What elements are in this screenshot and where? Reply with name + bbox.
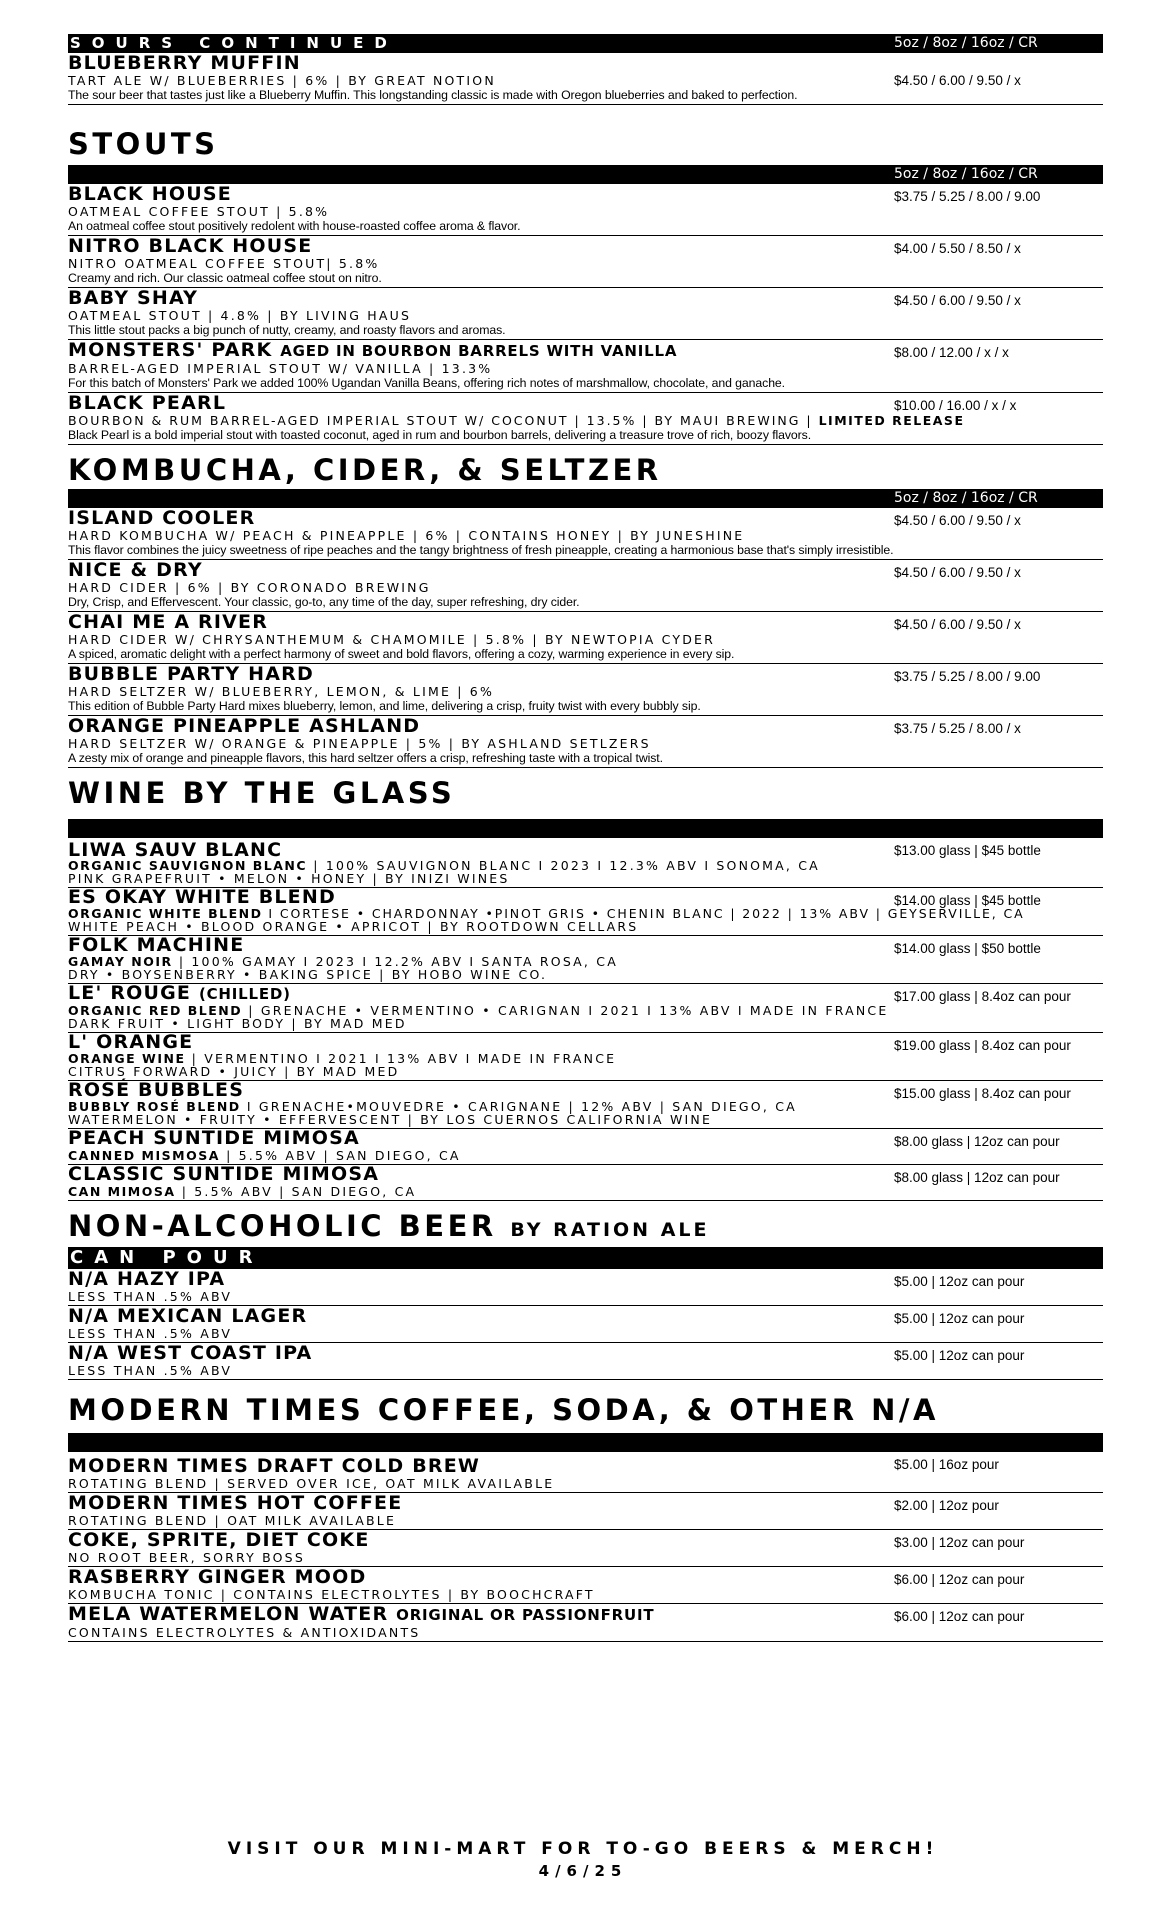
item-name-suffix: (CHILLED) xyxy=(198,985,291,1003)
item-name: BUBBLE PARTY HARD xyxy=(68,663,314,685)
sours-header-bar xyxy=(68,34,1103,53)
item-name-suffix: AGED IN BOURBON BARRELS WITH VANILLA xyxy=(280,342,678,360)
item-subtitle: KOMBUCHA TONIC | CONTAINS ELECTROLYTES | BY BOOCHCRAFT xyxy=(68,1587,595,1602)
wine-header-bar xyxy=(68,819,1103,838)
item-name: CLASSIC SUNTIDE MIMOSA xyxy=(68,1163,380,1185)
item-subtitle xyxy=(68,1184,1103,1199)
item-price: $19.00 glass | 8.4oz can pour xyxy=(894,1038,1071,1053)
menu-item xyxy=(68,1081,1103,1129)
menu-item xyxy=(68,1033,1103,1081)
item-name: CHAI ME A RIVER xyxy=(68,611,269,633)
item-name: NICE & DRY xyxy=(68,559,203,581)
item-subtitle: HARD SELTZER W/ BLUEBERRY, LEMON, & LIME | 6% xyxy=(68,684,495,699)
wine-details: I CORTESE • CHARDONNAY •PINOT GRIS • CHENIN BLANC | 2022 | 13% ABV | GEYSERVILLE, CA xyxy=(268,906,1025,921)
item-price: $14.00 glass | $50 bottle xyxy=(894,941,1041,956)
wine-details: | 5.5% ABV | SAN DIEGO, CA xyxy=(226,1148,461,1163)
menu-item xyxy=(68,888,1103,936)
item-description: An oatmeal coffee stout positively redolent with house-roasted coffee aroma & flavor. xyxy=(68,219,521,233)
item-name: PEACH SUNTIDE MIMOSA xyxy=(68,1127,360,1149)
menu-item xyxy=(68,1306,1103,1343)
na-beer-section xyxy=(68,1209,1103,1380)
item-price: $4.50 / 6.00 / 9.50 / x xyxy=(894,617,1021,632)
item-price: $5.00 | 12oz can pour xyxy=(894,1311,1025,1326)
item-price: $8.00 glass | 12oz can pour xyxy=(894,1134,1060,1149)
sours-size-header: 5oz / 8oz / 16oz / CR xyxy=(894,35,1038,51)
menu-item xyxy=(68,984,1103,1033)
menu-item xyxy=(68,1530,1103,1567)
item-description: This little stout packs a big punch of nutty, creamy, and roasty flavors and aromas. xyxy=(68,323,506,337)
wine-notes: PINK GRAPEFRUIT • MELON • HONEY | BY INIZI WINES xyxy=(68,871,510,886)
item-name: BLUEBERRY MUFFIN xyxy=(68,52,301,74)
item-subtitle: CONTAINS ELECTROLYTES & ANTIOXIDANTS xyxy=(68,1625,421,1640)
item-subtitle: LESS THAN .5% ABV xyxy=(68,1363,233,1378)
item-subtitle: LESS THAN .5% ABV xyxy=(68,1289,233,1304)
section-title: MODERN TIMES COFFEE, SODA, & OTHER N/A xyxy=(68,1393,939,1427)
sours-bar-label: SOURS CONTINUED xyxy=(70,34,398,52)
menu-item xyxy=(68,184,1103,236)
item-subtitle: TART ALE W/ BLUEBERRIES | 6% | BY GREAT NOTION xyxy=(68,73,496,88)
stouts-size-header: 5oz / 8oz / 16oz / CR xyxy=(894,166,1038,182)
item-name: MODERN TIMES DRAFT COLD BREW xyxy=(68,1455,481,1477)
item-price: $8.00 / 12.00 / x / x xyxy=(894,345,1009,360)
item-name: MODERN TIMES HOT COFFEE xyxy=(68,1492,403,1514)
wine-section xyxy=(68,776,1103,1201)
item-description: A zesty mix of orange and pineapple flavors, this hard seltzer offers a crisp, refreshing taste with a tropical twist. xyxy=(68,751,663,765)
wine-details: | 100% SAUVIGNON BLANC I 2023 I 12.3% ABV I SONOMA, CA xyxy=(313,858,820,873)
menu-item xyxy=(68,288,1103,340)
item-name: RASBERRY GINGER MOOD xyxy=(68,1566,367,1588)
menu-item xyxy=(68,1604,1103,1642)
item-subtitle: BARREL-AGED IMPERIAL STOUT W/ VANILLA | 13.3% xyxy=(68,361,493,376)
item-subtitle-text: BOURBON & RUM BARREL-AGED IMPERIAL STOUT W/ COCONUT | 13.5% | BY MAUI BREWING | xyxy=(68,413,813,428)
item-subtitle: HARD KOMBUCHA W/ PEACH & PINEAPPLE | 6% | CONTAINS HONEY | BY JUNESHINE xyxy=(68,528,745,543)
item-name: ROSÉ BUBBLES xyxy=(68,1079,245,1101)
item-description: This edition of Bubble Party Hard mixes blueberry, lemon, and lime, delivering a crisp, fruity twist with every bubbly sip. xyxy=(68,699,701,713)
wine-varietal: ORGANIC SAUVIGNON BLANC xyxy=(68,858,308,873)
menu-item xyxy=(68,612,1103,664)
menu-item xyxy=(68,236,1103,288)
footer-date: 4/6/25 xyxy=(538,1862,628,1880)
stouts-header-bar xyxy=(68,165,1103,184)
wine-varietal: GAMAY NOIR xyxy=(68,954,173,969)
wine-details: I GRENACHE•MOUVEDRE • CARIGNANE | 12% ABV | SAN DIEGO, CA xyxy=(246,1099,797,1114)
item-price: $15.00 glass | 8.4oz can pour xyxy=(894,1086,1071,1101)
section-title: KOMBUCHA, CIDER, & SELTZER xyxy=(68,453,662,487)
item-subtitle xyxy=(68,413,1103,428)
item-name: ES OKAY WHITE BLEND xyxy=(68,886,336,908)
item-price: $14.00 glass | $45 bottle xyxy=(894,893,1041,908)
item-name: COKE, SPRITE, DIET COKE xyxy=(68,1529,370,1551)
wine-notes: DARK FRUIT • LIGHT BODY | BY MAD MED xyxy=(68,1016,407,1031)
item-price: $8.00 glass | 12oz can pour xyxy=(894,1170,1060,1185)
coffee-section xyxy=(68,1393,1103,1642)
item-price: $4.50 / 6.00 / 9.50 / x xyxy=(894,73,1021,88)
item-price: $2.00 | 12oz pour xyxy=(894,1498,999,1513)
wine-varietal: ORGANIC RED BLEND xyxy=(68,1003,243,1018)
menu-item xyxy=(68,53,1103,105)
item-name: N/A WEST COAST IPA xyxy=(68,1342,313,1364)
item-name: LIWA SAUV BLANC xyxy=(68,839,283,861)
item-subtitle: OATMEAL COFFEE STOUT | 5.8% xyxy=(68,204,330,219)
item-name-suffix: ORIGINAL OR PASSIONFRUIT xyxy=(396,1606,655,1624)
wine-notes: WHITE PEACH • BLOOD ORANGE • APRICOT | BY ROOTDOWN CELLARS xyxy=(68,919,639,934)
item-name: ISLAND COOLER xyxy=(68,507,256,529)
wine-varietal: BUBBLY ROSÉ BLEND xyxy=(68,1099,241,1114)
menu-item xyxy=(68,508,1103,560)
item-price: $3.00 | 12oz can pour xyxy=(894,1535,1025,1550)
wine-notes: CITRUS FORWARD • JUICY | BY MAD MED xyxy=(68,1064,400,1079)
item-price: $5.00 | 12oz can pour xyxy=(894,1274,1025,1289)
wine-details: | 5.5% ABV | SAN DIEGO, CA xyxy=(181,1184,417,1199)
menu-item xyxy=(68,340,1103,393)
item-price: $3.75 / 5.25 / 8.00 / 9.00 xyxy=(894,669,1041,684)
menu-item xyxy=(68,560,1103,612)
wine-details: | GRENACHE • VERMENTINO • CARIGNAN I 2021 I 13% ABV I MADE IN FRANCE xyxy=(248,1003,889,1018)
item-subtitle: LESS THAN .5% ABV xyxy=(68,1326,233,1341)
item-subtitle: HARD CIDER | 6% | BY CORONADO BREWING xyxy=(68,580,431,595)
item-price: $17.00 glass | 8.4oz can pour xyxy=(894,989,1071,1004)
item-price: $3.75 / 5.25 / 8.00 / 9.00 xyxy=(894,189,1041,204)
sours-section xyxy=(68,34,1103,105)
item-description: The sour beer that tastes just like a Blueberry Muffin. This longstanding classic is made with Oregon blueberries and baked to perfection. xyxy=(68,88,798,102)
item-price: $4.00 / 5.50 / 8.50 / x xyxy=(894,241,1021,256)
item-name: BLACK HOUSE xyxy=(68,183,232,205)
section-title-text: NON-ALCOHOLIC BEER xyxy=(68,1209,497,1243)
item-name-text: LE' ROUGE xyxy=(68,982,192,1004)
item-name-text: MELA WATERMELON WATER xyxy=(68,1603,389,1625)
stouts-section xyxy=(68,127,1103,445)
menu-item xyxy=(68,936,1103,984)
item-description: Dry, Crisp, and Effervescent. Your classic, go-to, any time of the day, super refreshing, dry cider. xyxy=(68,595,580,609)
kombucha-header-bar xyxy=(68,489,1103,508)
item-price: $3.75 / 5.25 / 8.00 / x xyxy=(894,721,1021,736)
item-name: L' ORANGE xyxy=(68,1031,194,1053)
item-name: N/A HAZY IPA xyxy=(68,1268,226,1290)
item-subtitle: NITRO OATMEAL COFFEE STOUT| 5.8% xyxy=(68,256,380,271)
item-price: $4.50 / 6.00 / 9.50 / x xyxy=(894,565,1021,580)
section-title: STOUTS xyxy=(68,127,219,161)
item-name: FOLK MACHINE xyxy=(68,934,245,956)
wine-varietal: ORANGE WINE xyxy=(68,1051,186,1066)
item-subtitle: NO ROOT BEER, SORRY BOSS xyxy=(68,1550,305,1565)
item-description: A spiced, aromatic delight with a perfect harmony of sweet and bold flavors, offering a cozy, warming experience in every sip. xyxy=(68,647,735,661)
menu-item xyxy=(68,393,1103,445)
footer xyxy=(0,1838,1166,1882)
item-name: NITRO BLACK HOUSE xyxy=(68,235,313,257)
item-subtitle: OATMEAL STOUT | 4.8% | BY LIVING HAUS xyxy=(68,308,412,323)
item-price: $6.00 | 12oz can pour xyxy=(894,1572,1025,1587)
na-beer-bar-label: CAN POUR xyxy=(70,1247,264,1268)
section-title xyxy=(68,1209,1103,1247)
wine-notes: WATERMELON • FRUITY • EFFERVESCENT | BY LOS CUERNOS CALIFORNIA WINE xyxy=(68,1112,713,1127)
item-name-text: MONSTERS' PARK xyxy=(68,339,273,361)
item-description: Black Pearl is a bold imperial stout with toasted coconut, aged in rum and bourbon barrels, delivering a treasure trove of rich, boozy flavors. xyxy=(68,428,812,442)
item-subtitle: HARD SELTZER W/ ORANGE & PINEAPPLE | 5% | BY ASHLAND SETLZERS xyxy=(68,736,651,751)
section-title-suffix: BY RATION ALE xyxy=(510,1219,710,1241)
item-name: N/A MEXICAN LAGER xyxy=(68,1305,308,1327)
item-price: $5.00 | 16oz pour xyxy=(894,1457,999,1472)
wine-details: | VERMENTINO I 2021 I 13% ABV I MADE IN FRANCE xyxy=(191,1051,617,1066)
menu-item xyxy=(68,1165,1103,1201)
menu-item xyxy=(68,716,1103,768)
wine-varietal: CANNED MISMOSA xyxy=(68,1148,220,1163)
item-subtitle: ROTATING BLEND | SERVED OVER ICE, OAT MILK AVAILABLE xyxy=(68,1476,555,1491)
item-subtitle: HARD CIDER W/ CHRYSANTHEMUM & CHAMOMILE | 5.8% | BY NEWTOPIA CYDER xyxy=(68,632,716,647)
menu-item xyxy=(68,1129,1103,1165)
menu-page xyxy=(68,34,1103,1642)
menu-item xyxy=(68,664,1103,716)
item-description: Creamy and rich. Our classic oatmeal coffee stout on nitro. xyxy=(68,271,382,285)
item-description: For this batch of Monsters' Park we added 100% Ugandan Vanilla Beans, offering rich notes of marshmallow, chocolate, and ganache. xyxy=(68,376,785,390)
item-name: BLACK PEARL xyxy=(68,392,227,414)
item-description: This flavor combines the juicy sweetness of ripe peaches and the tangy brightness of fresh pineapple, creating a harmonious base that's simply irresistible. xyxy=(68,543,894,557)
item-subtitle: ROTATING BLEND | OAT MILK AVAILABLE xyxy=(68,1513,397,1528)
na-beer-header-bar xyxy=(68,1247,1103,1269)
item-subtitle xyxy=(68,1148,1103,1163)
item-price: $4.50 / 6.00 / 9.50 / x xyxy=(894,293,1021,308)
wine-varietal: ORGANIC WHITE BLEND xyxy=(68,906,263,921)
item-price: $5.00 | 12oz can pour xyxy=(894,1348,1025,1363)
item-price: $6.00 | 12oz can pour xyxy=(894,1609,1025,1624)
section-title: WINE BY THE GLASS xyxy=(68,776,456,810)
menu-item xyxy=(68,1343,1103,1380)
kombucha-size-header: 5oz / 8oz / 16oz / CR xyxy=(894,490,1038,506)
item-price: $10.00 / 16.00 / x / x xyxy=(894,398,1017,413)
kombucha-section xyxy=(68,453,1103,768)
menu-item xyxy=(68,1493,1103,1530)
menu-item xyxy=(68,1269,1103,1306)
wine-varietal: CAN MIMOSA xyxy=(68,1184,176,1199)
menu-item xyxy=(68,838,1103,888)
limited-release-label: LIMITED RELEASE xyxy=(818,413,965,428)
menu-item xyxy=(68,1567,1103,1604)
item-price: $4.50 / 6.00 / 9.50 / x xyxy=(894,513,1021,528)
menu-item xyxy=(68,1452,1103,1493)
wine-details: | 100% GAMAY I 2023 I 12.2% ABV I SANTA ROSA, CA xyxy=(178,954,618,969)
item-price: $13.00 glass | $45 bottle xyxy=(894,843,1041,858)
item-name: ORANGE PINEAPPLE ASHLAND xyxy=(68,715,421,737)
item-name: BABY SHAY xyxy=(68,287,199,309)
coffee-header-bar xyxy=(68,1433,1103,1452)
wine-notes: DRY • BOYSENBERRY • BAKING SPICE | BY HOBO WINE CO. xyxy=(68,967,548,982)
footer-promo: VISIT OUR MINI-MART FOR TO-GO BEERS & MERCH! xyxy=(227,1839,939,1859)
